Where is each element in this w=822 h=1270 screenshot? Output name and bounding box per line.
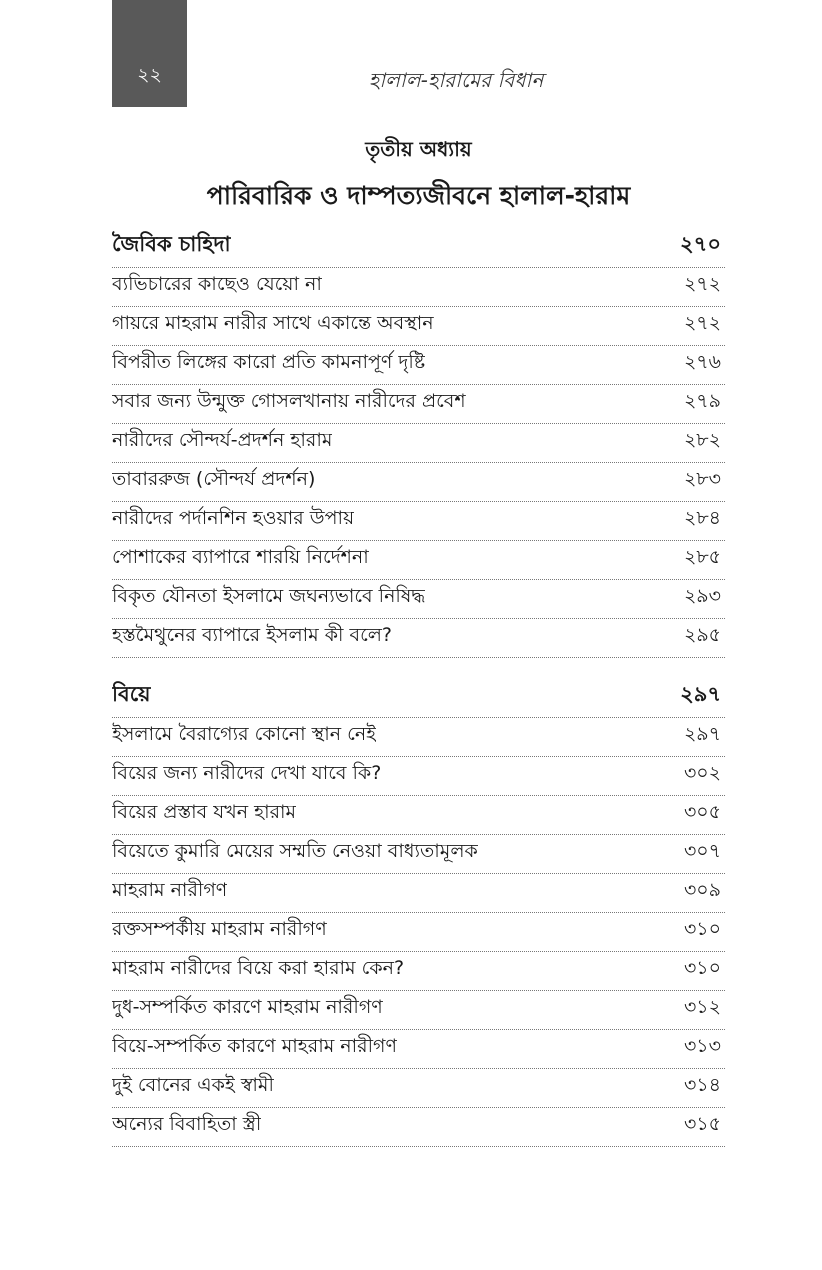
toc-entry: [112, 796, 725, 835]
section-heading-title: জৈবিক চাহিদা: [112, 232, 231, 256]
toc-entry-title: বিয়ের প্রস্তাব যখন হারাম: [112, 801, 297, 823]
toc-entry: [112, 874, 725, 913]
section-heading-page: ২৭০: [680, 232, 721, 256]
toc-entry-page: ২৯৩: [683, 585, 721, 607]
toc-entry-page: ৩১০: [683, 957, 721, 979]
section-heading: [112, 679, 725, 718]
toc-entry-page: ৩১৩: [683, 1035, 721, 1057]
toc-entry-title: বিকৃত যৌনতা ইসলামে জঘন্যভাবে নিষিদ্ধ: [112, 585, 426, 607]
toc-entry-page: ২৮৫: [683, 546, 721, 568]
page-number: ২২: [137, 64, 162, 86]
toc-entry: [112, 385, 725, 424]
toc-entry-page: ২৯৭: [683, 723, 721, 745]
toc-entry: [112, 835, 725, 874]
toc-entry: [112, 1108, 725, 1147]
toc-entry-page: ৩০৯: [683, 879, 721, 901]
toc-entry: [112, 757, 725, 796]
toc-entry: [112, 1069, 725, 1108]
toc-entry: [112, 913, 725, 952]
toc-entry-title: দুধ-সম্পর্কিত কারণে মাহরাম নারীগণ: [112, 996, 383, 1018]
toc-entry-title: রক্তসম্পর্কীয় মাহরাম নারীগণ: [112, 918, 327, 940]
toc-entry-page: ২৮৪: [683, 507, 721, 529]
page-number-tab: [112, 0, 187, 107]
toc-entry-title: দুই বোনের একই স্বামী: [112, 1074, 274, 1096]
section-heading: [112, 229, 725, 268]
toc-entry: [112, 1030, 725, 1069]
toc-entry-page: ৩১২: [683, 996, 721, 1018]
toc-entry-page: ৩০২: [683, 762, 721, 784]
toc-entry-title: বিপরীত লিঙ্গের কারো প্রতি কামনাপূর্ণ দৃষ্টি: [112, 351, 426, 373]
toc-section-2: [112, 679, 725, 1147]
toc-entry-page: ২৭২: [683, 273, 721, 295]
toc-entry: [112, 580, 725, 619]
toc-entry-page: ৩১৫: [683, 1113, 721, 1135]
toc-entry-title: মাহরাম নারীগণ: [112, 879, 228, 901]
toc-entry-title: তাবাররুজ (সৌন্দর্য প্রদর্শন): [112, 468, 316, 490]
toc-entry-page: ২৭২: [683, 312, 721, 334]
toc-entry-title: নারীদের পর্দানশিন হওয়ার উপায়: [112, 507, 355, 529]
toc-entry: [112, 718, 725, 757]
chapter-label: তৃতীয় অধ্যায়: [365, 137, 472, 161]
toc-entry: [112, 307, 725, 346]
toc-entry-page: ২৭৯: [683, 390, 721, 412]
toc-entry-title: নারীদের সৌন্দর্য-প্রদর্শন হারাম: [112, 429, 333, 451]
toc-entry-page: ৩১০: [683, 918, 721, 940]
toc-entry-page: ২৯৫: [683, 624, 721, 646]
toc-entry: [112, 346, 725, 385]
toc-entry-title: ইসলামে বৈরাগ্যের কোনো স্থান নেই: [112, 723, 377, 745]
toc-entry: [112, 952, 725, 991]
section-heading-title: বিয়ে: [112, 682, 151, 706]
chapter-title: পারিবারিক ও দাম্পত্যজীবনে হালাল-হারাম: [206, 181, 631, 210]
toc-entry-title: ব্যভিচারের কাছেও যেয়ো না: [112, 273, 322, 295]
toc-entry-title: অন্যের বিবাহিতা স্ত্রী: [112, 1113, 262, 1135]
toc-entry-page: ৩০৭: [683, 840, 721, 862]
toc-entry: [112, 463, 725, 502]
toc-entry-title: হস্তমৈথুনের ব্যাপারে ইসলাম কী বলে?: [112, 624, 392, 646]
toc-entry-page: ৩০৫: [683, 801, 721, 823]
toc-entry: [112, 502, 725, 541]
toc-entry-title: বিয়ের জন্য নারীদের দেখা যাবে কি?: [112, 762, 382, 784]
toc-entry-title: বিয়ে-সম্পর্কিত কারণে মাহরাম নারীগণ: [112, 1035, 397, 1057]
toc-entry-title: মাহরাম নারীদের বিয়ে করা হারাম কেন?: [112, 957, 405, 979]
toc-entry: [112, 541, 725, 580]
toc-entry-title: পোশাকের ব্যাপারে শারয়ি নির্দেশনা: [112, 546, 369, 568]
toc-entry-title: বিয়েতে কুমারি মেয়ের সম্মতি নেওয়া বাধ্যতামূলক: [112, 840, 478, 862]
toc-entry-title: সবার জন্য উন্মুক্ত গোসলখানায় নারীদের প্রবেশ: [112, 390, 466, 412]
section-heading-page: ২৯৭: [680, 682, 721, 706]
running-head: হালাল-হারামের বিধান: [368, 68, 544, 92]
toc-entry: [112, 619, 725, 658]
toc-entry: [112, 424, 725, 463]
toc-entry-page: ২৮২: [683, 429, 721, 451]
toc-entry-page: ৩১৪: [683, 1074, 721, 1096]
toc-entry-page: ২৭৬: [683, 351, 721, 373]
toc-entry-title: গায়রে মাহরাম নারীর সাথে একান্তে অবস্থান: [112, 312, 434, 334]
toc-section-1: [112, 229, 725, 658]
toc-entry: [112, 991, 725, 1030]
toc-entry-page: ২৮৩: [683, 468, 721, 490]
toc-entry: [112, 268, 725, 307]
